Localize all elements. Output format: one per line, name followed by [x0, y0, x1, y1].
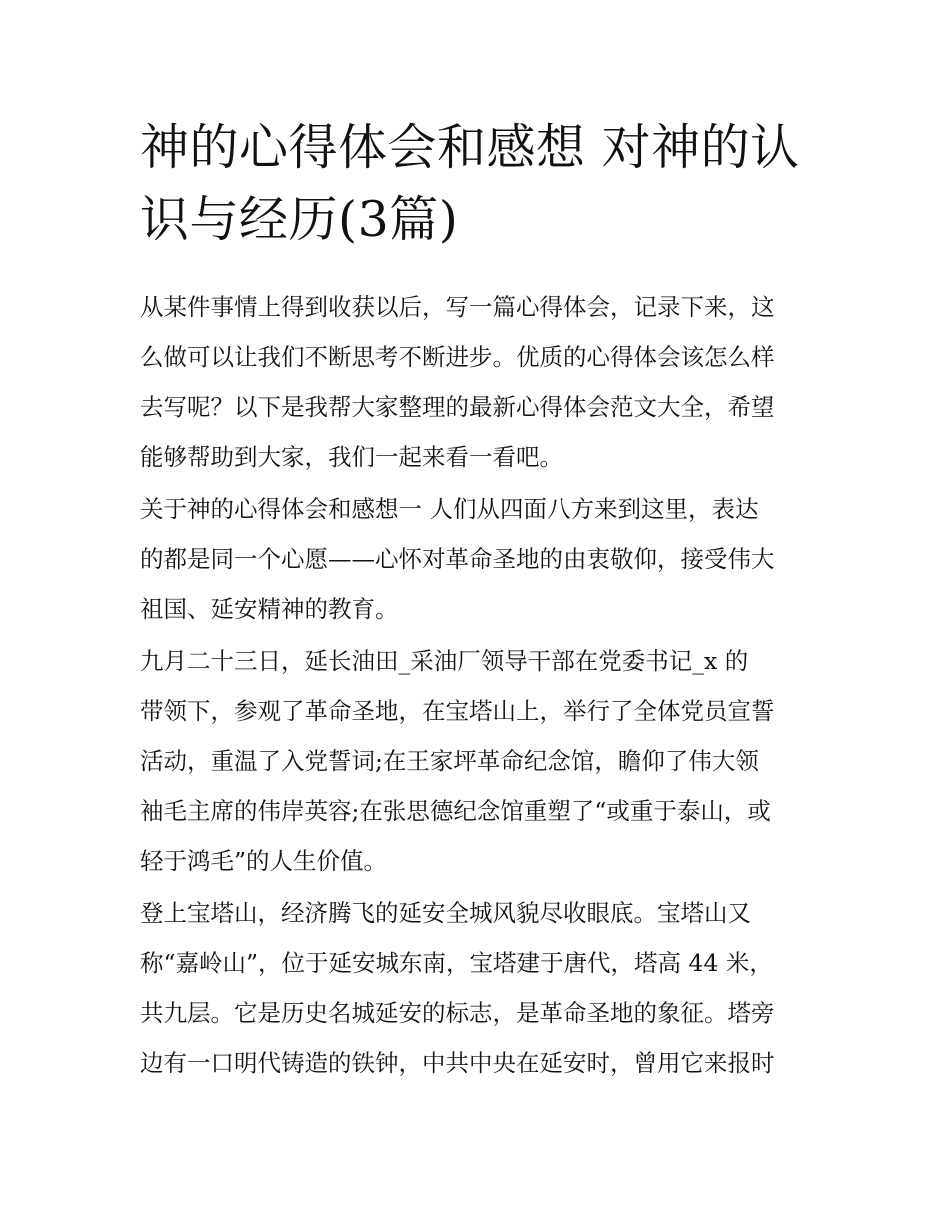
paragraph-intro: 从某件事情上得到收获以后，写一篇心得体会，记录下来，这 么做可以让我们不断思考不断进步。优质的心得体会该怎么样 去写呢？以下是我帮大家整理的最新心得体会范文大全，希望 能够帮助到大家，我们一起来看一看吧。 — [140, 293, 775, 471]
document-title: 神的心得体会和感想 对神的认 识与经历(3篇) — [140, 119, 800, 248]
paragraph-3: 登上宝塔山，经济腾飞的延安全城风貌尽收眼底。宝塔山又 称“嘉岭山”，位于延安城东南，宝塔建于唐代，塔高 44 米， 共九层。它是历史名城延安的标志，是革命圣地的象征。塔旁 边有一口明代铸造的铁钟，中共中央在延安时，曾用它来报时 — [140, 899, 775, 1077]
document-page — [140, 112, 812, 1088]
paragraph-1: 关于神的心得体会和感想一 人们从四面八方来到这里，表达 的都是同一个心愿——心怀对革命圣地的由衷敬仰，接受伟大 祖国、延安精神的教育。 — [140, 495, 775, 623]
paragraph-2: 九月二十三日，延长油田_采油厂领导干部在党委书记_x 的 带领下，参观了革命圣地，在宝塔山上，举行了全体党员宣誓 活动，重温了入党誓词;在王家坪革命纪念馆，瞻仰了伟大领 袖毛主席的伟岸英容;在张思德纪念馆重塑了“或重于泰山，或 轻于鸿毛”的人生价值。 — [140, 647, 775, 875]
